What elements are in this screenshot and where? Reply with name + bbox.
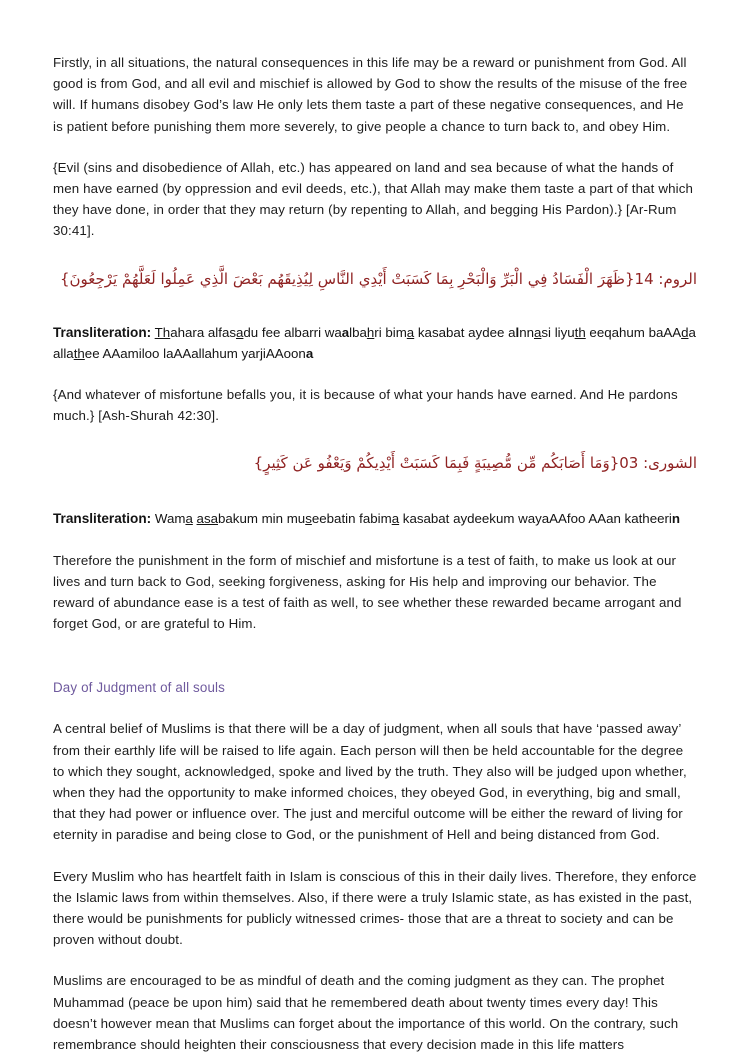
- arabic-verse-ash-shurah: الشورى: 30{وَمَا أَصَابَكُم مِّن مُّصِيبَةٍ فَبِمَا كَسَبَتْ أَيْدِيكُمْ وَيَعْفُو عَن كَثِيرٍ}: [253, 454, 697, 473]
- transliteration-text-ar-rum: Thahara alfasadu fee albarri waalbahri bima kasabat aydee alnnasi liyuth eeqahum baAAda allathee AAamiloo laAAallahum yarjiAAoona: [53, 324, 696, 361]
- transliteration-label-ash-shurah: Transliteration:: [53, 511, 152, 527]
- paragraph-intro: Firstly, in all situations, the natural consequences in this life may be a reward or punishment from God. All good is from God, and all evil and mischief is allowed by God to show the results of the misuse of the free will. If humans disobey God’s law He only lets them taste a part of these negative consequences, and He is patient before punishing them more severely, to give people a chance to turn back to, and obey Him.: [53, 55, 688, 134]
- transliteration-ash-shurah: [53, 508, 697, 529]
- paragraph-quote-ar-rum: {Evil (sins and disobedience of Allah, etc.) has appeared on land and sea because of what the hands of men have earned (by oppression and evil deeds, etc.), that Allah may make them taste a part of that which they have done, in order that they may return (by repenting to Allah, and begging His Pardon).} [Ar-Rum 30:41].: [53, 159, 694, 239]
- transliteration-label-ar-rum: Transliteration:: [53, 324, 152, 340]
- heading-day-of-judgment: Day of Judgment of all souls: [53, 680, 225, 696]
- paragraph-mindful-of-death: Muslims are encouraged to be as mindful of death and the coming judgment as they can. The prophet Muhammad (peace be upon him) said that he remembered death about twenty times every day! This doesn’t however mean that Muslims can forget about the importance of this world. On the contrary, such remembrance should heighten their consciousness that every decision made in this life matters: [53, 973, 679, 1053]
- paragraph-test-of-faith: Therefore the punishment in the form of mischief and misfortune is a test of faith, to make us look at our lives and turn back to God, seeking forgiveness, asking for His help and improving our behavior. The reward of abundance ease is a test of faith as well, to see whether these rewarded became arrogant and forget God, or are grateful to Him.: [53, 552, 682, 632]
- paragraph-every-muslim: Every Muslim who has heartfelt faith in Islam is conscious of this in their daily lives. Therefore, they enforce the Islamic laws from within themselves. Also, if there were a truly Islamic state, as has existed in the past, there would be punishments for publicly witnessed crimes- those that are a threat to society and can be proven without doubt.: [53, 868, 697, 948]
- document-content: [53, 52, 697, 1055]
- transliteration-text-ash-shurah: Wama asabakum min museebatin fabima kasabat aydeekum wayaAAfoo AAan katheerin: [151, 511, 680, 527]
- arabic-verse-ar-rum: الروم: 41{ظَهَرَ الْفَسَادُ فِي الْبَرِّ وَالْبَحْرِ بِمَا كَسَبَتْ أَيْدِي النَّاسِ لِيُذِيقَهُم بَعْضَ الَّذِي عَمِلُوا لَعَلَّهُمْ يَرْجِعُونَ}: [59, 269, 697, 288]
- paragraph-central-belief: A central belief of Muslims is that there will be a day of judgment, when all souls that have ‘passed away’ from their earthly life will be raised to life again. Each person will then be held accountable for the degree to which they sought, acknowledged, spoke and lived by the truth. They also will be judged upon whether, when they had the opportunity to make informed choices, they obeyed God, in everything, big and small, that they had power or influence over. The just and merciful outcome will be either the reward of living for eternity in paradise and being close to God, or the punishment of Hell and being distanced from God.: [53, 721, 687, 843]
- section-spacer: [53, 654, 697, 678]
- paragraph-quote-ash-shurah: {And whatever of misfortune befalls you, it is because of what your hands have earned. And He pardons much.} [Ash-Shurah 42:30].: [53, 387, 678, 424]
- transliteration-ar-rum: [53, 322, 697, 364]
